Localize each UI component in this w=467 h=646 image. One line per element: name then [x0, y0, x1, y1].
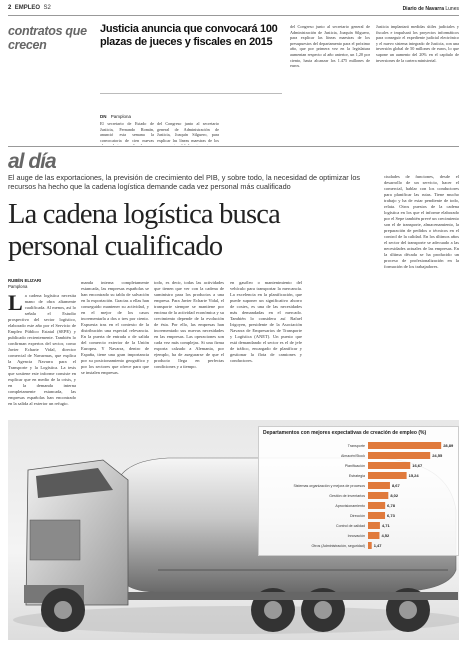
- chart-category-label: Transporte: [347, 444, 365, 448]
- chart-category-label: Control de calidad: [336, 524, 365, 528]
- chart-category-label: Otros (Administración, seguridad): [311, 544, 365, 548]
- chart-value-label: 16,67: [412, 463, 423, 469]
- brief-headline: Justicia anuncia que convocará 100 plazas de jueces y fiscales en 2015: [100, 23, 278, 48]
- article-column-2: manda interna completamente estancada, las empresas españolas se han encontrado su tabla de salvación en la exportación. Gracias a ellas han conseguido mantener su actividad, y en el mejor de los casos incrementarla a dos o tres por ciento. Expuesta tras en el contexto de la distribución una especial relevancia. En la puerta de entrada o de salida del comercio exterior de la Unión Europea. Y Navarra, dentro de España, tiene una gran importancia por su posicionamiento geográfico y por los sectores que ofrece para que se instalen empresas.: [81, 280, 149, 375]
- chart-bar: [368, 532, 379, 539]
- chart-bar: [368, 502, 385, 509]
- section-divider: [8, 146, 459, 147]
- chart-bar: [368, 482, 390, 489]
- chart-value-label: 1,47: [373, 543, 382, 549]
- chart-value-label: 6,78: [387, 503, 395, 509]
- brief-byline: [100, 114, 131, 119]
- chart-bar: [368, 462, 410, 469]
- chart-category-label: Gestión de inventarios: [329, 494, 365, 498]
- chart-category-label: Estrategia: [348, 474, 365, 478]
- brief-column-2: del Congreso junto al secretario general de Administración de Justicia, Joaquín Silguero, para explicar las líneas maestras de los: [157, 121, 219, 143]
- drop-cap: L: [8, 293, 23, 315]
- newspaper-name: Diario de Navarra: [402, 6, 444, 12]
- chart-bar: [368, 512, 385, 519]
- chart-value-label: 8,67: [391, 483, 400, 489]
- chart-value-label: 4,52: [381, 533, 390, 539]
- chart-bar: [368, 452, 430, 459]
- chart-bar: [368, 472, 407, 479]
- article-headline: La cadena logística busca personal cualificado: [8, 199, 280, 262]
- chart-category-label: Almacén/Stock: [341, 454, 365, 458]
- brief-column-4: Justicia implantará medidas útiles judiciales y fiscales e impulsará los proyectos informáticos para conseguir el expediente judicial electrónico y el nuevo sistema integrado de Justicia, con una inversión global de 50 millones de euros, lo que supone un aumento del 20% en el capítulo de inversiones de la cartera ministerial.: [376, 24, 459, 63]
- article-author: RUBÉN ELIZARI: [8, 278, 42, 283]
- brief-column-1: El secretario de Estado de Justicia, Fernando Román, anunció esta semana la convocatoria de cien nuevas: [100, 121, 154, 143]
- chart-category-label: Dirección: [350, 514, 365, 518]
- section-label-al-dia: al día: [8, 150, 56, 173]
- chart-value-label: 4,71: [381, 523, 390, 529]
- chart-value-label: 28,89: [443, 443, 454, 449]
- article-subhead: El auge de las exportaciones, la previsión de crecimiento del PIB, y sobre todo, la necesidad de optimizar los recursos ha hecho que la cadena logística demande cada vez personal más cualificado: [8, 173, 361, 191]
- article-column-1: La cadena logística necesita mano de obra altamente cualificada. Al menos, así lo señala el Estudio prospectivo del sector logístico, elaborado este año por el Servicio de Empleo Público Estatal (SEPE) y publicado recientemente. También lo confirman expertos del sector, como Javier Echarte Vidal, director comercial de Navarmas, que explica la Agencia Navarra para el Transporte y la Logística. La tesis que sostiene este informe consiste en explicar que en medio de la crisis, y en la demanda interna completamente estancada, las empresas españolas han encontrado en la salida al exterior un refugio.: [8, 293, 76, 406]
- chart-category-label: Aprovisionamiento: [335, 504, 365, 508]
- chart-bar: [368, 542, 372, 549]
- chart-bar: [368, 442, 441, 449]
- page-number: 2: [8, 5, 12, 11]
- chart-value-label: 8,02: [390, 493, 399, 499]
- brief-agency: DN: [100, 114, 107, 119]
- article-column-4: en gasóleo o mantenimiento del vehículo para transportar la mercancía. La excelencia en la planificación, que puede suponer un significativo ahorro de costes, es una de las necesidades más demandadas en el mercado. También lo considera así Rafael Irigoyen, presidente de la Asociación Navarra de Empresarios de Transporte y Logística (ANET). Un puesto que está demandando el sector es el de jefe de tráfico, encargado de planificar y gestionar la flota de camiones y conductores.: [230, 280, 302, 363]
- page-header: [8, 4, 459, 16]
- day-label: Lunes: [445, 6, 459, 12]
- section-code: S2: [43, 5, 51, 11]
- section-name: EMPLEO: [14, 5, 41, 11]
- chart-value-label: 15,24: [408, 473, 419, 479]
- bar-chart: [259, 437, 460, 555]
- chart-bar: [368, 522, 380, 529]
- section-label-contratos: contratos que crecen: [8, 24, 87, 52]
- chart-bar: [368, 492, 388, 499]
- brief-place: Pamplona: [110, 114, 132, 119]
- chart-value-label: 24,55: [432, 453, 443, 459]
- chart-category-label: Sistemas organización y mejora de procesos: [293, 484, 365, 488]
- chart-category-label: Innovación: [347, 534, 365, 538]
- article-place: Pamplona: [8, 283, 28, 289]
- employment-chart: [258, 426, 459, 556]
- chart-title: Departamentos con mejores expectativas de creación de empleo (%): [263, 430, 427, 436]
- brief-divider: [100, 93, 282, 94]
- article-column-5: ciudades de funciones, desde el desarrollo de un servicio, hacer el comercial, hablar con los conductores para planificar las rutas. Tiene mucho trabajo y ha de estar pendiente de todo, relata. Otros puestos de la cadena logística en los que el informe elaborado por el Sepe también prevé un crecimiento son el de transporte, almacenamiento, la preparación de pedidos o técnicos en el control de la calidad. En los últimos años el sector del transporte se adecuado a las necesidades actuales de las empresas. En la última década se ha producido un proceso de profesionalización en la formación de los trabajadores.: [384, 174, 459, 269]
- chart-value-label: 6,73: [387, 513, 395, 519]
- brief-column-3: del Congreso junto al secretario general de Administración de Justicia, Joaquín Silguero, para explicar las líneas maestras de los presupuestos del departamento para el próximo año, que por primera vez en la legislatura aumentan respecto al año anterior, un 1,20 por ciento, hasta alcanzar los 1.475 millones de euros.: [290, 24, 370, 69]
- article-byline: [8, 278, 41, 289]
- article-column-3: todo, es decir, todas las actividades que tienen que ver con la cadena de suministro para los productos a una empresa. Para Javier Echarte Vidal, el transporte siempre se mantiene por encima de la actividad económica y su crecimiento depende de la evolución de ésta. Por ello, las empresas han incrementado sus nuevas necesidades en las empresas. Las operaciones son cada vez más complejas. Si una firma exporta calzado a Alemania, por ejemplo, ha de asegurarse de que el producto llega en perfectas condiciones y a tiempo.: [154, 280, 224, 369]
- chart-category-label: Planificación: [344, 464, 365, 468]
